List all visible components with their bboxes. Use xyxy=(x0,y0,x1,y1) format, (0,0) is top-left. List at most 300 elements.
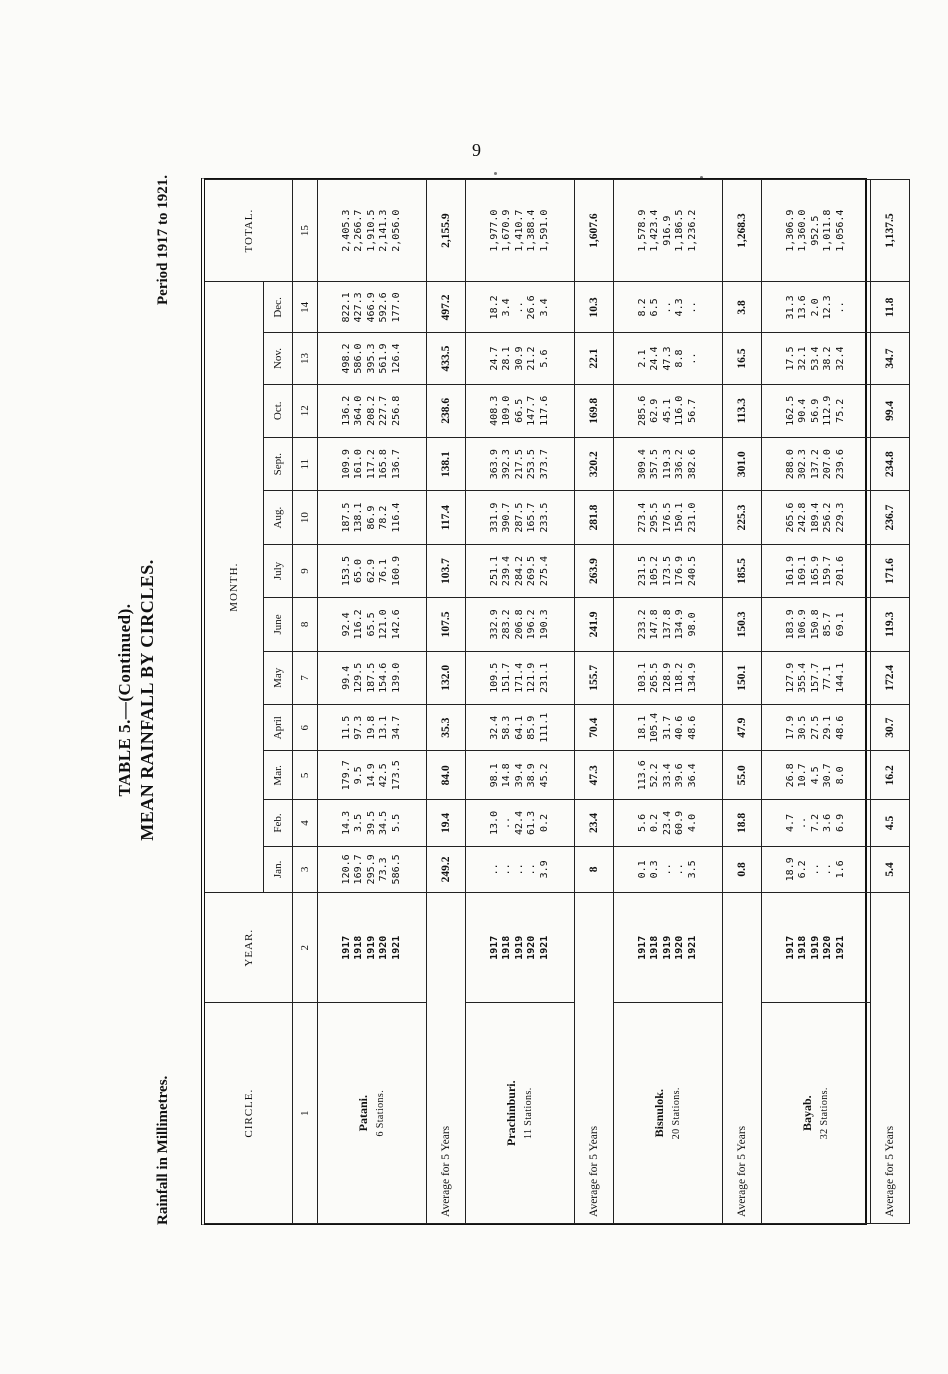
total-values xyxy=(614,180,723,282)
rainfall-value: 336.2 xyxy=(674,449,686,480)
table-subtitle: MEAN RAINFALL BY CIRCLES. xyxy=(137,559,157,841)
rainfall-value: 33.4 xyxy=(661,763,673,788)
rainfall-value: 116.4 xyxy=(390,502,402,533)
units-heading: Rainfall in Millimetres. xyxy=(155,1075,171,1225)
average-value: 320.2 xyxy=(575,437,614,490)
rainfall-value: 147.7 xyxy=(526,395,538,426)
rainfall-value: 65.0 xyxy=(353,558,365,584)
average-value: 119.3 xyxy=(871,598,910,651)
year-value: 1921 xyxy=(390,935,402,960)
average-value: 99.4 xyxy=(871,384,910,437)
rainfall-value: 147.8 xyxy=(649,609,661,640)
rainfall-value: 176.9 xyxy=(674,555,686,587)
month-values-Feb. xyxy=(614,800,723,846)
rainfall-value: 0.3 xyxy=(649,860,661,879)
month-header-5: May xyxy=(264,651,293,704)
total-value: 1,236.2 xyxy=(686,209,698,252)
total-value: 1,977.0 xyxy=(488,209,500,252)
rainfall-value: 40.6 xyxy=(674,715,686,740)
rainfall-value: 92.4 xyxy=(340,612,352,637)
rainfall-value: 85.9 xyxy=(526,715,538,740)
month-values-April xyxy=(466,705,575,751)
month-header-4: April xyxy=(264,705,293,751)
rainfall-value: 24.4 xyxy=(649,346,661,371)
rainfall-value: 18.9 xyxy=(784,857,796,882)
average-label: Average for 5 Years xyxy=(723,893,762,1224)
average-value: 225.3 xyxy=(723,491,762,544)
month-header-11: Nov. xyxy=(264,333,293,384)
average-value: 433.5 xyxy=(427,333,466,384)
rainfall-value: 32.1 xyxy=(797,346,809,371)
rainfall-value: .. xyxy=(674,863,686,876)
rainfall-value: 42.4 xyxy=(513,810,525,835)
total-value: 1,423.4 xyxy=(649,209,661,252)
rainfall-value: 106.9 xyxy=(797,609,809,640)
rainfall-value: 90.4 xyxy=(797,398,809,423)
rainfall-value: 45.2 xyxy=(538,763,550,788)
circle-name: Prachinburi. xyxy=(503,1080,518,1147)
rainfall-value: 105.4 xyxy=(649,712,661,743)
rainfall-value: 116.0 xyxy=(674,395,686,426)
month-values-Nov. xyxy=(614,333,723,384)
rainfall-value: 150.1 xyxy=(674,502,686,533)
rainfall-value: 284.2 xyxy=(513,555,525,587)
rainfall-value: 253.5 xyxy=(526,449,538,480)
month-values-June xyxy=(614,598,723,651)
rainfall-value: 109.0 xyxy=(501,395,513,426)
table-title: TABLE 5.—(Continued). xyxy=(115,603,134,797)
average-value: 16.5 xyxy=(723,333,762,384)
rainfall-value: 364.0 xyxy=(353,395,365,426)
total-value: 952.5 xyxy=(809,215,821,246)
rainfall-value: 121.9 xyxy=(526,662,538,693)
month-values-Nov. xyxy=(318,333,427,384)
average-value: 117.4 xyxy=(427,491,466,544)
rainfall-value: 97.3 xyxy=(353,715,365,740)
rainfall-value: 103.1 xyxy=(636,662,648,693)
rainfall-value: 111.1 xyxy=(538,712,550,743)
total-value: 1,591.0 xyxy=(538,209,550,252)
rainfall-value: 69.1 xyxy=(834,612,846,637)
average-value: 34.7 xyxy=(871,333,910,384)
month-values-June xyxy=(318,598,427,651)
month-header-12: Dec. xyxy=(264,282,293,333)
rainfall-value: 332.9 xyxy=(488,609,500,640)
rainfall-value: 288.0 xyxy=(784,449,796,480)
rainfall-value: 189.4 xyxy=(809,502,821,533)
rainfall-value: 53.4 xyxy=(809,346,821,371)
rainfall-value: 4.7 xyxy=(784,813,796,832)
month-values-June xyxy=(762,598,871,651)
rainfall-value: 32.4 xyxy=(834,346,846,371)
rainfall-value: 251.1 xyxy=(488,555,500,587)
rainfall-value: 113.6 xyxy=(636,760,648,791)
month-values-Jan. xyxy=(318,846,427,892)
month-values-Dec. xyxy=(762,282,871,333)
rainfall-value: 217.5 xyxy=(513,449,525,480)
rainfall-value: 109.5 xyxy=(488,662,500,693)
rainfall-value: 32.4 xyxy=(488,715,500,740)
rainfall-value: 165.8 xyxy=(378,449,390,480)
rainfall-value: 58.3 xyxy=(501,715,513,740)
circle-cell xyxy=(614,1003,723,1224)
year-value: 1921 xyxy=(834,935,846,960)
year-value: 1917 xyxy=(340,935,352,960)
rainfall-value: 183.9 xyxy=(784,609,796,640)
rainfall-value: 56.9 xyxy=(809,398,821,423)
rainfall-value: 18.2 xyxy=(488,295,500,320)
month-header-6: June xyxy=(264,598,293,651)
rainfall-value: 265.6 xyxy=(784,502,796,533)
rainfall-value: 17.5 xyxy=(784,346,796,371)
rainfall-value: 302.3 xyxy=(797,449,809,480)
rainfall-value: 98.1 xyxy=(488,763,500,788)
rainfall-value: 233.5 xyxy=(538,502,550,533)
average-value: 1,137.5 xyxy=(871,180,910,282)
average-value: 19.4 xyxy=(427,800,466,846)
circle-cell xyxy=(318,1003,427,1224)
rainfall-value: 265.5 xyxy=(649,662,661,693)
rainfall-value: 13.0 xyxy=(488,810,500,835)
rainfall-value: 239.4 xyxy=(501,555,513,587)
column-numbers-row xyxy=(293,180,318,1224)
column-number-14: 14 xyxy=(293,282,318,333)
rainfall-value: 24.7 xyxy=(488,346,500,371)
year-value: 1917 xyxy=(636,935,648,960)
rainfall-value: 171.4 xyxy=(513,662,525,693)
year-value: 1920 xyxy=(378,935,390,960)
month-values-Jan. xyxy=(614,846,723,892)
total-value: 1,360.0 xyxy=(797,209,809,252)
total-value: 1,306.9 xyxy=(784,209,796,252)
circle-name: Bayab. xyxy=(799,1095,814,1132)
rainfall-value: 17.9 xyxy=(784,715,796,740)
rainfall-value: 30.7 xyxy=(822,763,834,788)
rainfall-value: 4.3 xyxy=(674,298,686,317)
rainfall-value: 295.9 xyxy=(365,854,377,885)
rainfall-value: 3.6 xyxy=(822,813,834,832)
rainfall-value: .. xyxy=(686,301,698,314)
average-value: 150.3 xyxy=(723,598,762,651)
rainfall-value: 4.0 xyxy=(686,813,698,832)
average-value: 132.0 xyxy=(427,651,466,704)
month-values-Sept. xyxy=(466,437,575,490)
average-value: 238.6 xyxy=(427,384,466,437)
average-value: 1,607.6 xyxy=(575,180,614,282)
rainfall-value: 165.9 xyxy=(809,555,821,587)
rainfall-value: .. xyxy=(501,816,513,829)
month-header-2: Feb. xyxy=(264,800,293,846)
rainfall-value: 18.1 xyxy=(636,715,648,740)
month-values-Aug. xyxy=(762,491,871,544)
circle-name: Bisnulok. xyxy=(651,1089,666,1138)
column-number-7: 7 xyxy=(293,651,318,704)
rainfall-value: 134.9 xyxy=(674,609,686,640)
rainfall-value: 36.4 xyxy=(686,763,698,788)
average-value: 249.2 xyxy=(427,846,466,892)
month-values-Sept. xyxy=(762,437,871,490)
rainfall-value: 151.7 xyxy=(501,662,513,693)
year-value: 1921 xyxy=(686,935,698,960)
month-values-Dec. xyxy=(466,282,575,333)
month-header-7: July xyxy=(264,544,293,597)
average-value: 4.5 xyxy=(871,800,910,846)
year-value: 1921 xyxy=(538,935,550,960)
rainfall-value: 85.7 xyxy=(822,612,834,637)
rainfall-value: 76.1 xyxy=(378,558,390,584)
average-row xyxy=(575,180,614,1224)
rainfall-value: 231.1 xyxy=(538,662,550,693)
column-number-12: 12 xyxy=(293,384,318,437)
rainfall-value: .. xyxy=(488,863,500,876)
rainfall-value: .. xyxy=(834,301,846,314)
rainfall-value: 56.7 xyxy=(686,398,698,423)
rainfall-value: 154.6 xyxy=(378,662,390,693)
rainfall-value: 10.7 xyxy=(797,763,809,788)
year-value: 1918 xyxy=(353,935,365,960)
rainfall-value: 153.5 xyxy=(340,555,352,587)
rainfall-value: .. xyxy=(661,863,673,876)
circle-cell xyxy=(466,1003,575,1224)
rainfall-value: 177.0 xyxy=(390,292,402,323)
month-values-May xyxy=(318,651,427,704)
rainfall-value: 34.7 xyxy=(390,715,402,740)
month-values-Feb. xyxy=(466,800,575,846)
rainfall-value: 275.4 xyxy=(538,555,550,587)
month-values-Mar. xyxy=(614,751,723,800)
month-values-May xyxy=(762,651,871,704)
rainfall-value: 6.9 xyxy=(834,813,846,832)
rainfall-value: 6.5 xyxy=(649,298,661,317)
rainfall-value: 39.6 xyxy=(674,763,686,788)
rainfall-value: 3.5 xyxy=(686,860,698,879)
total-value: 916.9 xyxy=(661,215,673,246)
total-value: 1,186.5 xyxy=(674,209,686,252)
rainfall-value: 136.2 xyxy=(340,395,352,426)
year-cell xyxy=(614,893,723,1003)
rainfall-value: 117.6 xyxy=(538,395,550,426)
rainfall-value: 466.9 xyxy=(365,292,377,323)
rainfall-value: 66.5 xyxy=(513,398,525,423)
month-values-Mar. xyxy=(762,751,871,800)
month-values-Aug. xyxy=(614,491,723,544)
rainfall-table-frame xyxy=(201,178,896,1225)
rainfall-value: 134.9 xyxy=(686,662,698,693)
average-value: 107.5 xyxy=(427,598,466,651)
average-row xyxy=(427,180,466,1224)
month-values-July xyxy=(614,544,723,597)
rainfall-value: 150.8 xyxy=(809,609,821,640)
month-values-Sept. xyxy=(614,437,723,490)
month-values-July xyxy=(762,544,871,597)
column-number-8: 8 xyxy=(293,598,318,651)
rainfall-value: 65.5 xyxy=(365,612,377,637)
rainfall-value: 269.5 xyxy=(526,555,538,587)
rainfall-value: 142.6 xyxy=(390,609,402,640)
rainfall-value: 137.2 xyxy=(809,449,821,480)
rainfall-value: 117.2 xyxy=(365,449,377,480)
average-row xyxy=(723,180,762,1224)
rainfall-value: 6.2 xyxy=(797,860,809,879)
col-circle-header: CIRCLE. xyxy=(205,1003,293,1224)
average-value: 11.8 xyxy=(871,282,910,333)
rainfall-value: 136.7 xyxy=(390,449,402,480)
rainfall-value: 162.5 xyxy=(784,395,796,426)
rainfall-value: 60.9 xyxy=(674,810,686,835)
rainfall-value: 77.1 xyxy=(822,665,834,690)
rainfall-value: 8.8 xyxy=(674,349,686,368)
page-number: 9 xyxy=(472,140,481,160)
rainfall-value: .. xyxy=(513,863,525,876)
rainfall-value: .. xyxy=(797,816,809,829)
rainfall-value: 239.6 xyxy=(834,449,846,480)
rainfall-value: 62.9 xyxy=(365,558,377,584)
average-label: Average for 5 Years xyxy=(427,893,466,1224)
rainfall-value: 169.7 xyxy=(353,854,365,885)
rainfall-value: 109.9 xyxy=(340,449,352,480)
rainfall-value: 187.5 xyxy=(365,662,377,693)
average-value: 169.8 xyxy=(575,384,614,437)
month-header-9: Sept. xyxy=(264,437,293,490)
average-value: 0.8 xyxy=(723,846,762,892)
month-values-Aug. xyxy=(318,491,427,544)
circle-stations: 6 Stations. xyxy=(375,1089,386,1137)
column-number-1: 1 xyxy=(293,1003,318,1224)
rainfall-value: 586.0 xyxy=(353,343,365,374)
rainfall-value: 19.8 xyxy=(365,715,377,740)
rainfall-value: 105.2 xyxy=(649,555,661,587)
month-header-10: Oct. xyxy=(264,384,293,437)
average-value: 55.0 xyxy=(723,751,762,800)
month-values-Oct. xyxy=(466,384,575,437)
month-values-Jan. xyxy=(466,846,575,892)
rainfall-value: 157.7 xyxy=(809,662,821,693)
column-number-5: 5 xyxy=(293,751,318,800)
rainfall-value: 427.3 xyxy=(353,292,365,323)
rainfall-value: 12.3 xyxy=(822,295,834,320)
rainfall-value: 287.5 xyxy=(513,502,525,533)
year-cell xyxy=(762,893,871,1003)
month-values-May xyxy=(466,651,575,704)
rainfall-value: 256.8 xyxy=(390,395,402,426)
rainfall-value: 187.5 xyxy=(340,502,352,533)
period-heading: Period 1917 to 1921. xyxy=(155,175,171,305)
month-values-Mar. xyxy=(318,751,427,800)
column-number-15: 15 xyxy=(293,180,318,282)
month-values-Oct. xyxy=(318,384,427,437)
month-values-Nov. xyxy=(762,333,871,384)
rainfall-value: .. xyxy=(822,863,834,876)
year-value: 1920 xyxy=(674,935,686,960)
rainfall-value: 45.1 xyxy=(661,398,673,423)
rainfall-value: 26.8 xyxy=(784,763,796,788)
rainfall-value: 23.4 xyxy=(661,810,673,835)
rainfall-value: 120.6 xyxy=(340,854,352,885)
average-value: 155.7 xyxy=(575,651,614,704)
average-value: 234.8 xyxy=(871,437,910,490)
rainfall-value: 173.5 xyxy=(390,760,402,791)
rainfall-value: 586.5 xyxy=(390,854,402,885)
average-value: 5.4 xyxy=(871,846,910,892)
column-number-4: 4 xyxy=(293,800,318,846)
rainfall-value: 295.5 xyxy=(649,502,661,533)
average-value: 103.7 xyxy=(427,544,466,597)
rainfall-value: 0.1 xyxy=(636,860,648,879)
rainfall-value: 116.2 xyxy=(353,609,365,640)
rainfall-value: 62.9 xyxy=(649,398,661,423)
rainfall-value: 231.0 xyxy=(686,502,698,533)
rainfall-value: 390.7 xyxy=(501,502,513,533)
circle-stations: 32 Stations. xyxy=(819,1087,830,1140)
rainfall-value: 3.4 xyxy=(538,298,550,317)
rainfall-value: 206.8 xyxy=(513,609,525,640)
average-value: 138.1 xyxy=(427,437,466,490)
average-value: 30.7 xyxy=(871,705,910,751)
average-value: 172.4 xyxy=(871,651,910,704)
col-year-header: YEAR. xyxy=(205,893,293,1003)
rainfall-value: 160.9 xyxy=(390,555,402,587)
rainfall-value: 30.5 xyxy=(797,715,809,740)
rainfall-value: 128.9 xyxy=(661,662,673,693)
month-values-April xyxy=(762,705,871,751)
rainfall-value: 201.6 xyxy=(834,555,846,587)
rainfall-value: 190.3 xyxy=(538,609,550,640)
year-value: 1918 xyxy=(649,935,661,960)
rainfall-value: 61.3 xyxy=(526,810,538,835)
average-value: 113.3 xyxy=(723,384,762,437)
column-number-3: 3 xyxy=(293,846,318,892)
rainfall-value: 78.2 xyxy=(378,505,390,530)
rainfall-value: 13.1 xyxy=(378,715,390,740)
year-cell xyxy=(318,893,427,1003)
average-value: 236.7 xyxy=(871,491,910,544)
year-value: 1918 xyxy=(501,935,513,960)
rainfall-value: 240.5 xyxy=(686,555,698,587)
month-values-June xyxy=(466,598,575,651)
month-values-April xyxy=(614,705,723,751)
rainfall-value: 169.1 xyxy=(797,555,809,587)
rainfall-value: 29.1 xyxy=(822,715,834,740)
average-value: 185.5 xyxy=(723,544,762,597)
rainfall-value: 161.0 xyxy=(353,449,365,480)
rainfall-value: 34.5 xyxy=(378,810,390,835)
average-value: 8 xyxy=(575,846,614,892)
rainfall-value: 7.2 xyxy=(809,813,821,832)
rainfall-value: 309.4 xyxy=(636,449,648,480)
average-value: 497.2 xyxy=(427,282,466,333)
rainfall-value: 498.2 xyxy=(340,343,352,374)
rainfall-value: 8.2 xyxy=(636,298,648,317)
circle-data-row xyxy=(318,180,427,1224)
rainfall-value: 0.2 xyxy=(538,813,550,832)
total-value: 1,410.7 xyxy=(513,209,525,252)
circle-stations: 20 Stations. xyxy=(671,1087,682,1140)
month-values-Sept. xyxy=(318,437,427,490)
rainfall-value: 48.6 xyxy=(686,715,698,740)
month-header-8: Aug. xyxy=(264,491,293,544)
rainfall-value: 139.0 xyxy=(390,662,402,693)
rainfall-value: 408.3 xyxy=(488,395,500,426)
average-value: 263.9 xyxy=(575,544,614,597)
total-value: 1,056.4 xyxy=(834,209,846,252)
rainfall-value: 331.9 xyxy=(488,502,500,533)
month-values-July xyxy=(318,544,427,597)
rainfall-value: 4.5 xyxy=(809,766,821,785)
rainfall-value: 9.5 xyxy=(353,766,365,785)
month-values-Feb. xyxy=(318,800,427,846)
rainfall-value: 30.9 xyxy=(513,346,525,371)
circle-name: Patani. xyxy=(355,1095,370,1132)
